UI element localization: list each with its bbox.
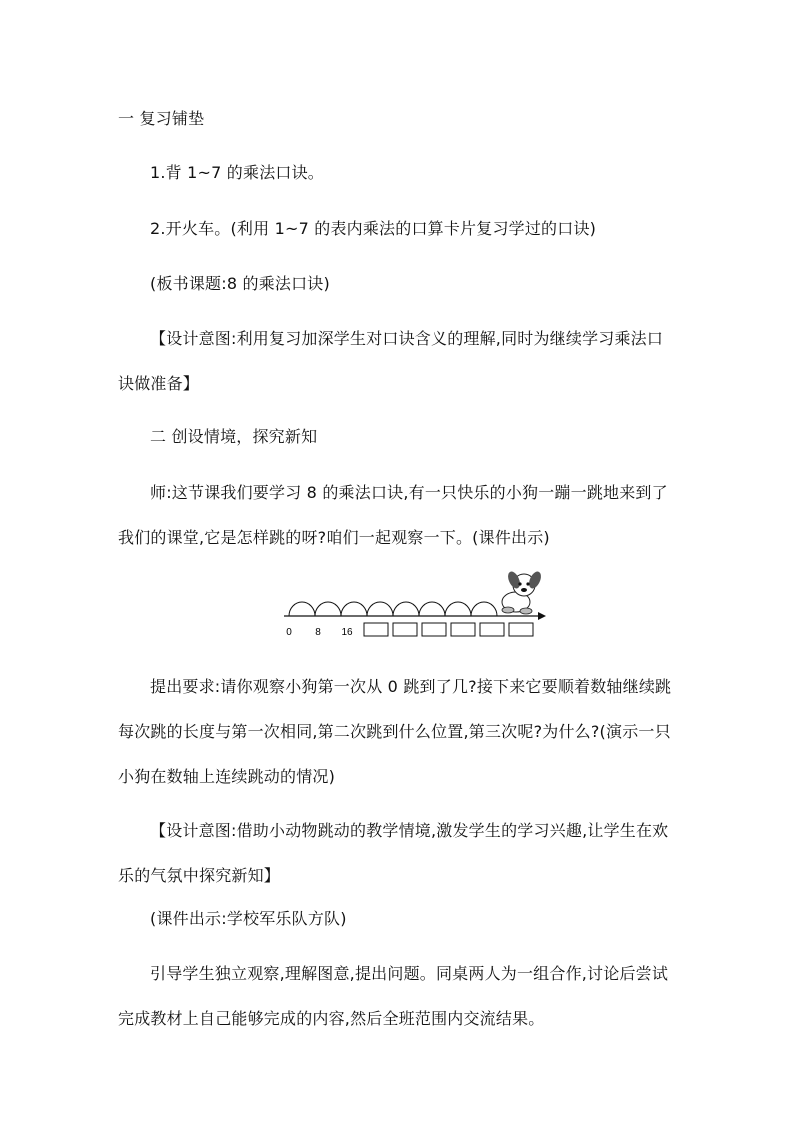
answer-box [422, 623, 446, 636]
teacher-intro: 师:这节课我们要学习 8 的乘法口诀,有一只快乐的小狗一蹦一跳地来到了我们的课堂,它是怎样跳的呀?咱们一起观察一下。(课件出示) [118, 483, 668, 547]
hop-arcs [289, 602, 497, 616]
design-intent-2: 【设计意图:借助小动物跳动的教学情境,激发学生的学习兴趣,让学生在欢乐的气氛中探究新知】 [118, 821, 669, 885]
hop-arc [419, 602, 445, 616]
question-prompt: 提出要求:请你观察小狗第一次从 0 跳到了几?接下来它要顺着数轴继续跳每次跳的长度与第一次相同,第二次跳到什么位置,第三次呢?为什么?(演示一只小狗在数轴上连续跳动的情况) [118, 677, 672, 786]
hop-arc [471, 602, 497, 616]
hop-arc [315, 602, 341, 616]
review-heading: 一 复习铺垫 [118, 109, 205, 128]
answer-box [393, 623, 417, 636]
review-item-1: 1.背 1~7 的乘法口诀。 [150, 163, 325, 182]
number-line-figure [280, 566, 550, 640]
hop-arc [393, 602, 419, 616]
review-item-2: 2.开火车。(利用 1~7 的表内乘法的口算卡片复习学过的口诀) [150, 219, 597, 238]
tick-label-0: 0 [286, 627, 292, 638]
courseware-band: (课件出示:学校军乐队方队) [150, 909, 347, 928]
hop-arc [289, 602, 315, 616]
answer-boxes [364, 623, 533, 636]
new-knowledge-heading: 二 创设情境，探究新知 [150, 427, 318, 446]
answer-box [451, 623, 475, 636]
tick-label-16: 16 [341, 627, 353, 638]
guide-paragraph: 引导学生独立观察,理解图意,提出问题。同桌两人为一组合作,讨论后尝试完成教材上自己能够完成的内容,然后全班范围内交流结果。 [118, 964, 669, 1028]
design-intent-1: 【设计意图:利用复习加深学生对口诀含义的理解,同时为继续学习乘法口诀做准备】 [118, 329, 664, 393]
answer-box [509, 623, 533, 636]
answer-box [480, 623, 504, 636]
hop-arc [367, 602, 393, 616]
answer-box [364, 623, 388, 636]
tick-label-8: 8 [315, 627, 321, 638]
dog-icon [502, 570, 543, 614]
hop-arc [445, 602, 471, 616]
axis-arrow [538, 612, 546, 620]
hop-arc [341, 602, 367, 616]
board-title: (板书课题:8 的乘法口诀) [150, 274, 330, 293]
